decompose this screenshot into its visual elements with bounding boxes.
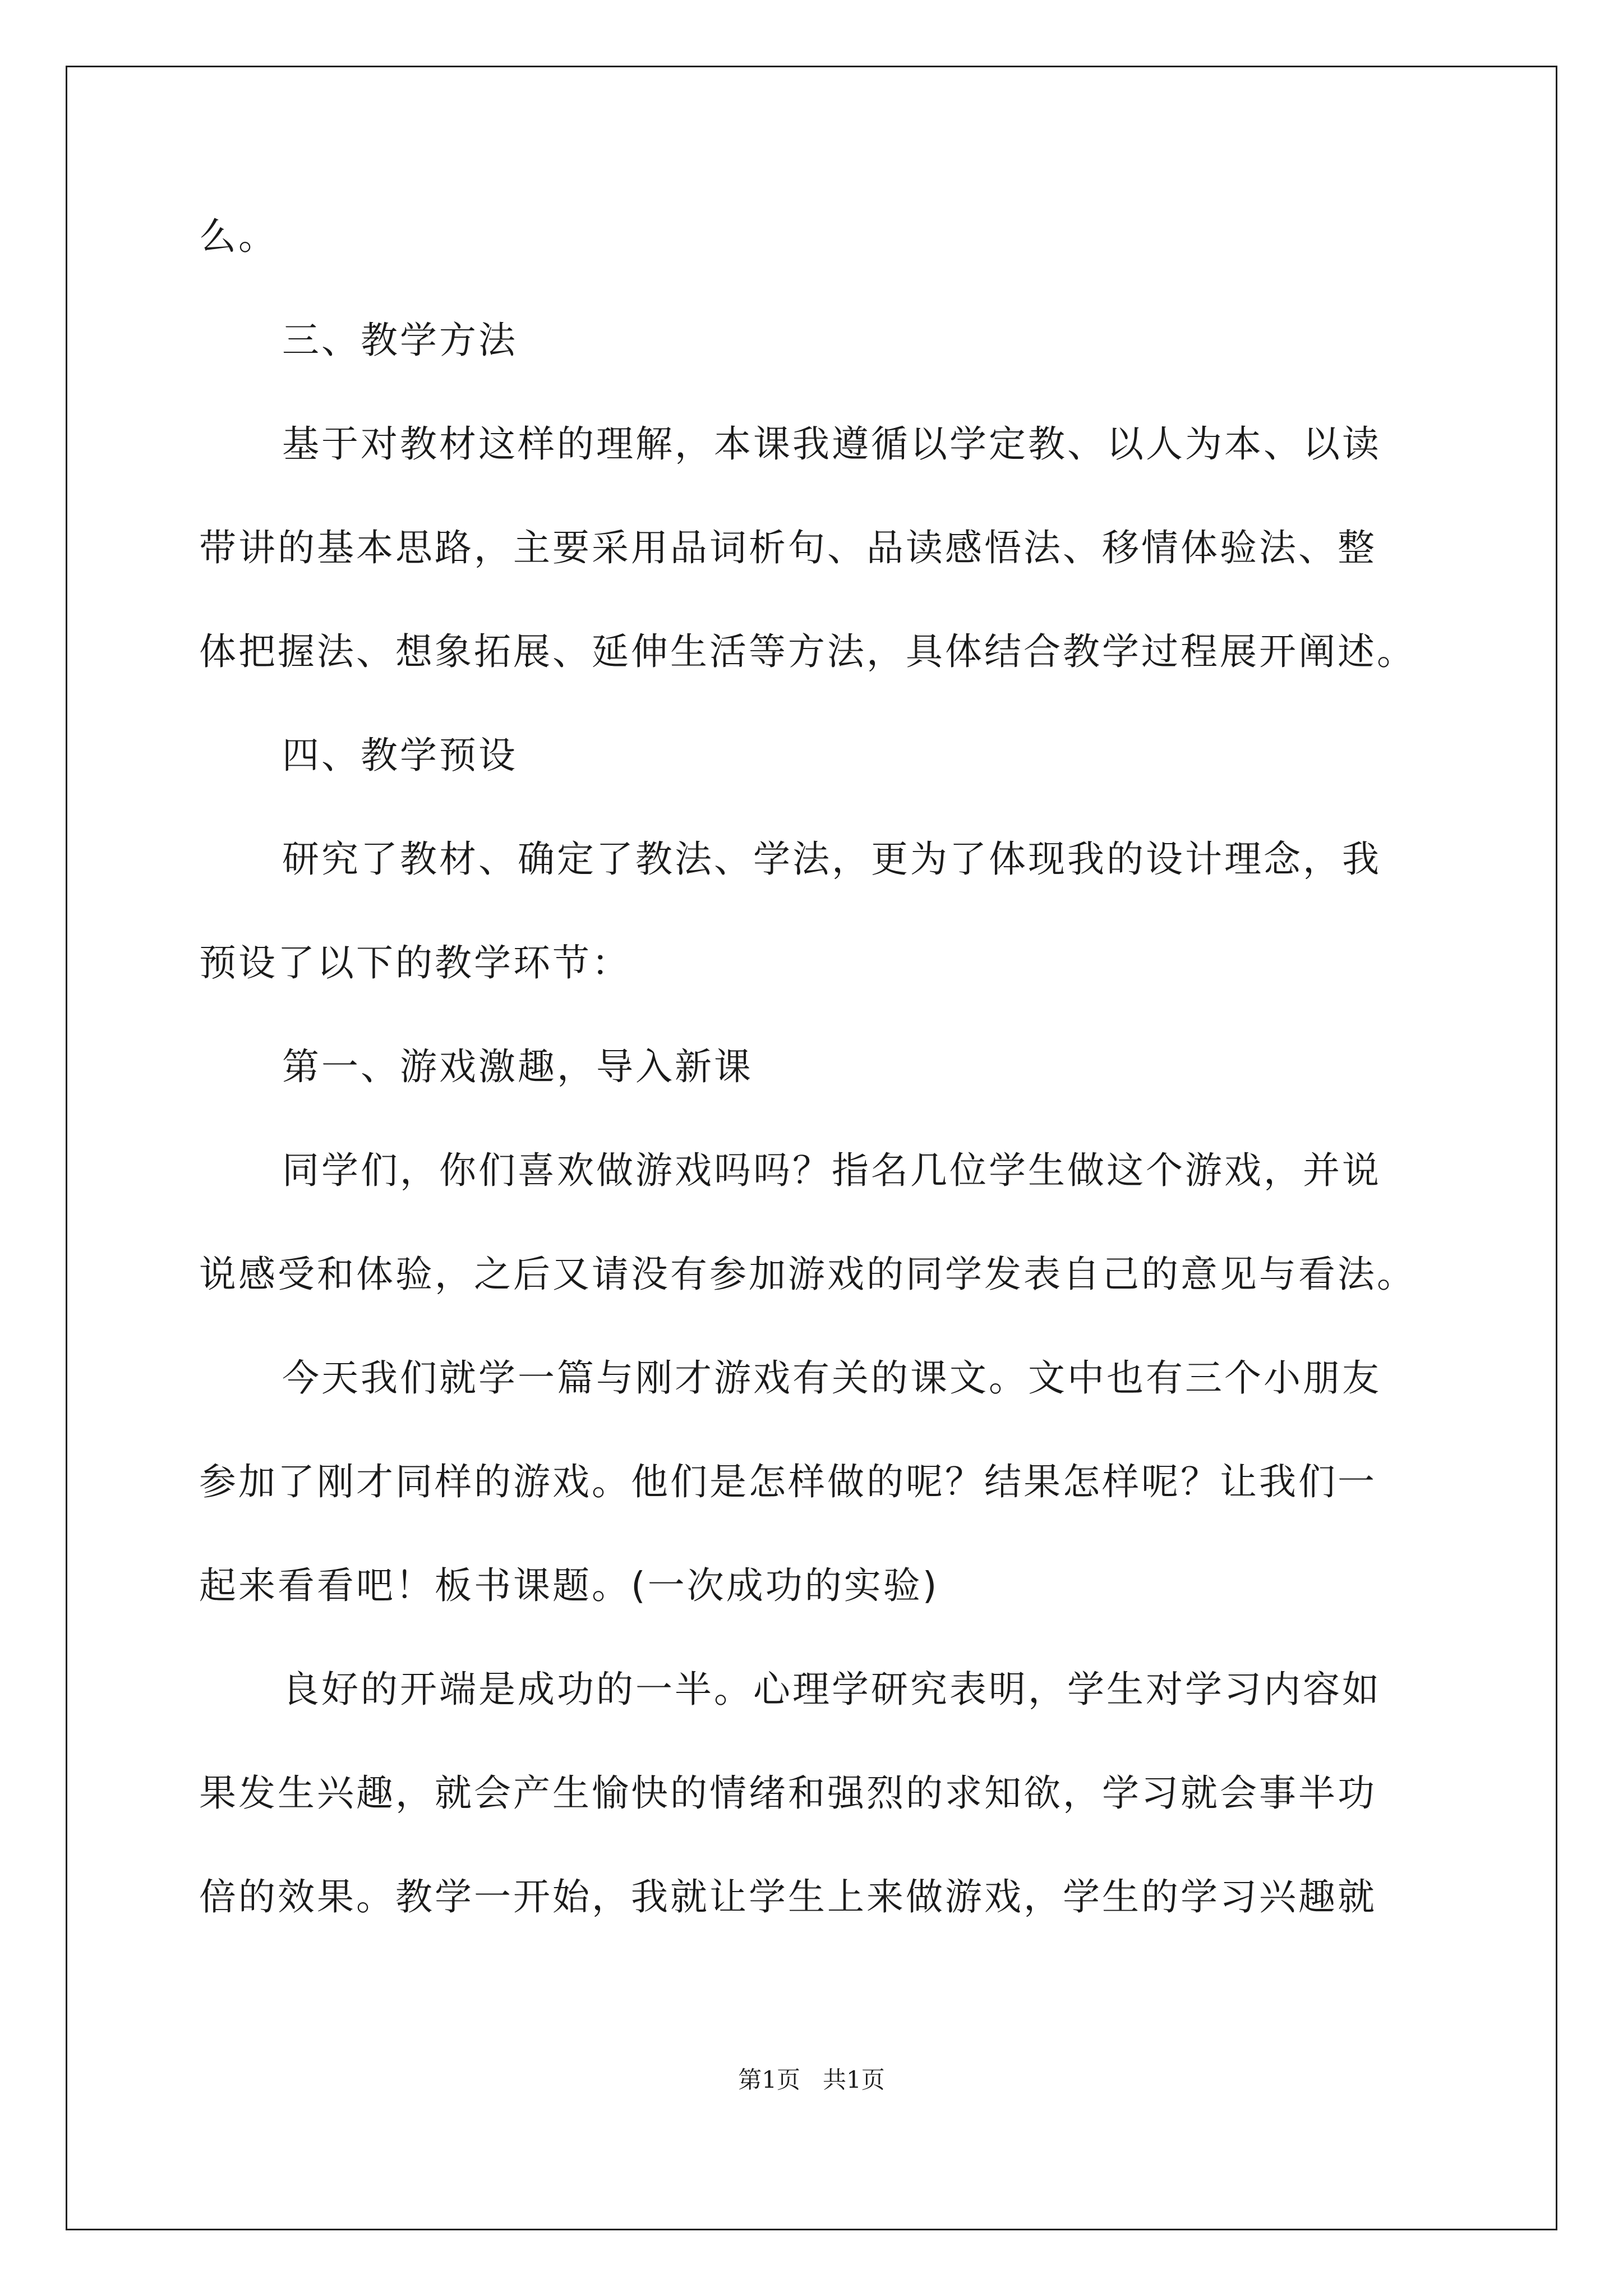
text-line: 体把握法、想象拓展、延伸生活等方法，具体结合教学过程展开阐述。 (199, 630, 1416, 673)
text-line: 基于对教材这样的理解，本课我遵循以学定教、以人为本、以读 (282, 422, 1381, 466)
text-line: 研究了教材、确定了教法、学法，更为了体现我的设计理念，我 (282, 838, 1381, 881)
page-number-footer: 第1页 共1页 (738, 2066, 885, 2093)
section-heading: 三、教学方法 (282, 319, 518, 362)
text-line: 说感受和体验，之后又请没有参加游戏的同学发表自己的意见与看法。 (199, 1253, 1416, 1296)
text-line: 倍的效果。教学一开始，我就让学生上来做游戏，学生的学习兴趣就 (199, 1875, 1377, 1918)
text-line: 预设了以下的教学环节： (199, 941, 631, 984)
text-line: 么。 (199, 215, 278, 258)
text-line: 起来看看吧！板书课题。(一次成功的实验) (199, 1564, 939, 1607)
text-line: 同学们，你们喜欢做游戏吗吗？指名几位学生做这个游戏，并说 (282, 1149, 1381, 1192)
text-line: 参加了刚才同样的游戏。他们是怎样做的呢？结果怎样呢？让我们一 (199, 1460, 1377, 1503)
subsection-heading: 第一、游戏激趣，导入新课 (282, 1045, 753, 1088)
section-heading: 四、教学预设 (282, 734, 518, 777)
text-line: 果发生兴趣，就会产生愉快的情绪和强烈的求知欲，学习就会事半功 (199, 1772, 1377, 1815)
text-line: 良好的开端是成功的一半。心理学研究表明，学生对学习内容如 (282, 1668, 1381, 1711)
text-line: 今天我们就学一篇与刚才游戏有关的课文。文中也有三个小朋友 (282, 1356, 1381, 1400)
text-line: 带讲的基本思路，主要采用品词析句、品读感悟法、移情体验法、整 (199, 526, 1377, 569)
